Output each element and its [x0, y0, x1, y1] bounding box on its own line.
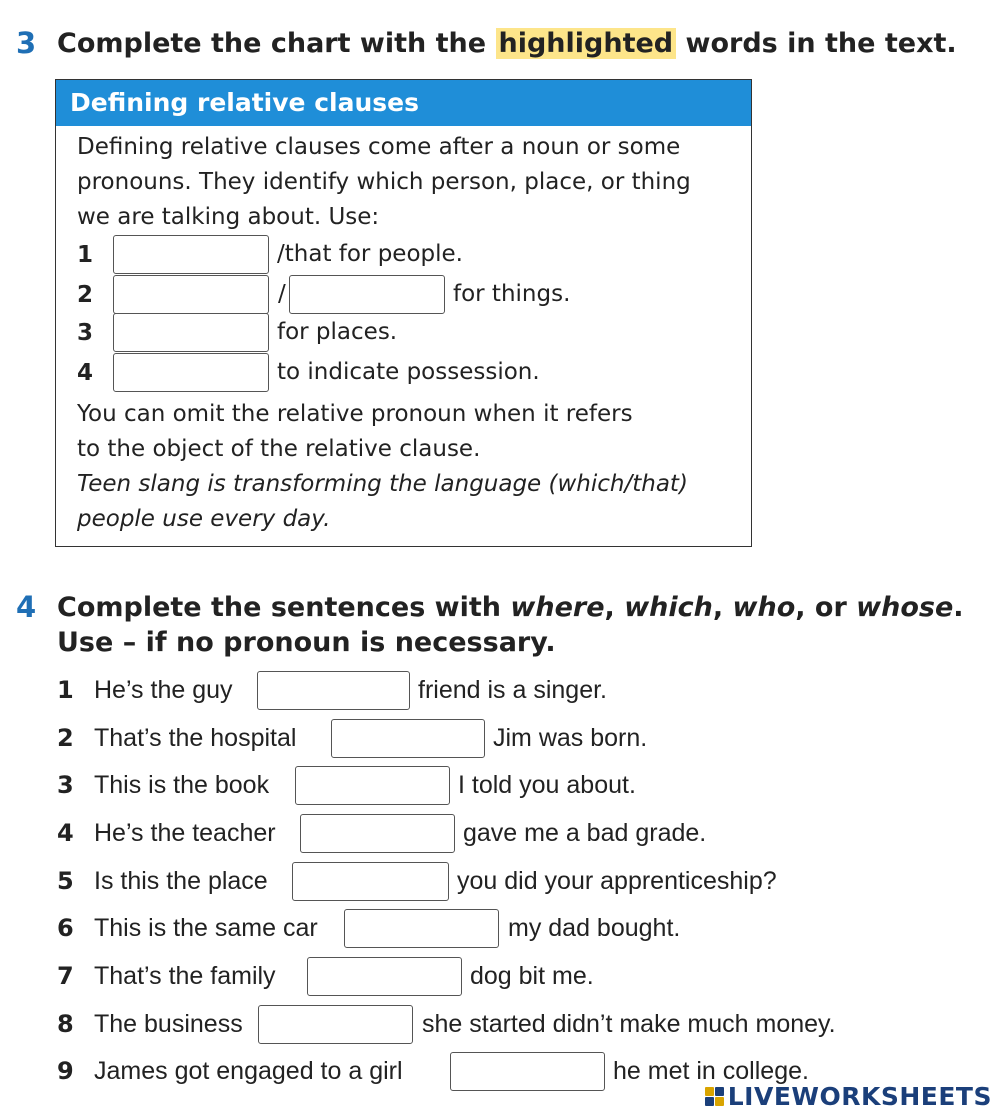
sentence-3-number: 3 [57, 771, 74, 799]
chart-title: Defining relative clauses [56, 80, 751, 126]
relative-clauses-chart [55, 79, 752, 547]
liveworksheets-logo-icon [705, 1087, 724, 1106]
sep-1: , [604, 592, 625, 623]
exercise-3-number: 3 [16, 26, 37, 60]
chart-row-1-answer-box[interactable] [113, 235, 269, 274]
brand-text: LIVEWORKSHEETS [727, 1082, 992, 1111]
sentence-8-after: she started didn’t make much money. [422, 1010, 836, 1038]
sentence-2-number: 2 [57, 724, 74, 752]
chart-row-2-number: 2 [77, 282, 94, 308]
chart-intro-line-3: we are talking about. Use: [77, 204, 380, 230]
heading-text-after: words in the text. [676, 28, 957, 59]
sentence-4-after: gave me a bad grade. [463, 819, 707, 847]
chart-row-2-separator: / [278, 281, 286, 307]
sep-2: , [712, 592, 733, 623]
chart-example-line-2: people use every day. [77, 506, 331, 532]
sentence-4-answer-box[interactable] [300, 814, 455, 853]
chart-row-3-answer-box[interactable] [113, 313, 269, 352]
chart-row-2-answer-box-a[interactable] [113, 275, 269, 314]
heading-4-text: Complete the sentences with [57, 592, 511, 623]
heading-4-end: . [953, 592, 964, 623]
sentence-7-before: That’s the family [94, 962, 276, 990]
chart-row-4-answer-box[interactable] [113, 353, 269, 392]
chart-intro-line-1: Defining relative clauses come after a noun or some [77, 134, 681, 160]
sentence-6-before: This is the same car [94, 914, 318, 942]
sentence-2-before: That’s the hospital [94, 724, 297, 752]
exercise-4-number: 4 [16, 590, 37, 624]
chart-intro-line-2: pronouns. They identify which person, place, or thing [77, 169, 691, 195]
chart-example-line-1: Teen slang is transforming the language (which/that) [77, 471, 688, 497]
chart-note-line-1: You can omit the relative pronoun when it refers [77, 401, 633, 427]
sentence-5-after: you did your apprenticeship? [457, 867, 777, 895]
exercise-3-heading [57, 28, 957, 59]
sentence-8-answer-box[interactable] [258, 1005, 413, 1044]
sentence-9-number: 9 [57, 1057, 74, 1085]
sentence-1-answer-box[interactable] [257, 671, 410, 710]
sentence-7-number: 7 [57, 962, 74, 990]
chart-row-2-text: for things. [453, 281, 571, 307]
sentence-5-number: 5 [57, 867, 74, 895]
sentence-5-answer-box[interactable] [292, 862, 449, 901]
sentence-3-before: This is the book [94, 771, 270, 799]
sentence-9-before: James got engaged to a girl [94, 1057, 403, 1085]
sentence-9-after: he met in college. [613, 1057, 809, 1085]
chart-row-3-text: for places. [277, 319, 398, 345]
chart-note-line-2: to the object of the relative clause. [77, 436, 481, 462]
sentence-9-answer-box[interactable] [450, 1052, 605, 1091]
chart-row-4-number: 4 [77, 360, 94, 386]
sentence-1-number: 1 [57, 676, 74, 704]
sentence-7-after: dog bit me. [470, 962, 594, 990]
sentence-8-number: 8 [57, 1010, 74, 1038]
word-where: where [510, 592, 605, 623]
sentence-4-before: He’s the teacher [94, 819, 276, 847]
heading-text-before: Complete the chart with the [57, 28, 496, 59]
sentence-6-answer-box[interactable] [344, 909, 499, 948]
chart-row-3-number: 3 [77, 320, 94, 346]
sentence-2-after: Jim was born. [493, 724, 648, 752]
word-whose: whose [856, 592, 954, 623]
chart-row-4-text: to indicate possession. [277, 359, 540, 385]
exercise-4-heading-line-2: Use – if no pronoun is necessary. [57, 627, 556, 658]
sentence-3-answer-box[interactable] [295, 766, 450, 805]
sentence-6-number: 6 [57, 914, 74, 942]
sentence-2-answer-box[interactable] [331, 719, 485, 758]
sentence-8-before: The business [94, 1010, 243, 1038]
liveworksheets-brand [705, 1082, 992, 1111]
chart-row-2-answer-box-b[interactable] [289, 275, 445, 314]
heading-highlight: highlighted [496, 28, 677, 59]
sentence-3-after: I told you about. [458, 771, 636, 799]
sentence-5-before: Is this the place [94, 867, 268, 895]
chart-row-1-text: /that for people. [277, 241, 463, 267]
exercise-4-heading-line-1 [57, 592, 964, 623]
sentence-4-number: 4 [57, 819, 74, 847]
sentence-1-before: He’s the guy [94, 676, 233, 704]
chart-row-1-number: 1 [77, 242, 94, 268]
sep-3: , or [795, 592, 857, 623]
sentence-6-after: my dad bought. [508, 914, 681, 942]
word-who: who [732, 592, 796, 623]
sentence-7-answer-box[interactable] [307, 957, 462, 996]
sentence-1-after: friend is a singer. [418, 676, 607, 704]
word-which: which [624, 592, 713, 623]
